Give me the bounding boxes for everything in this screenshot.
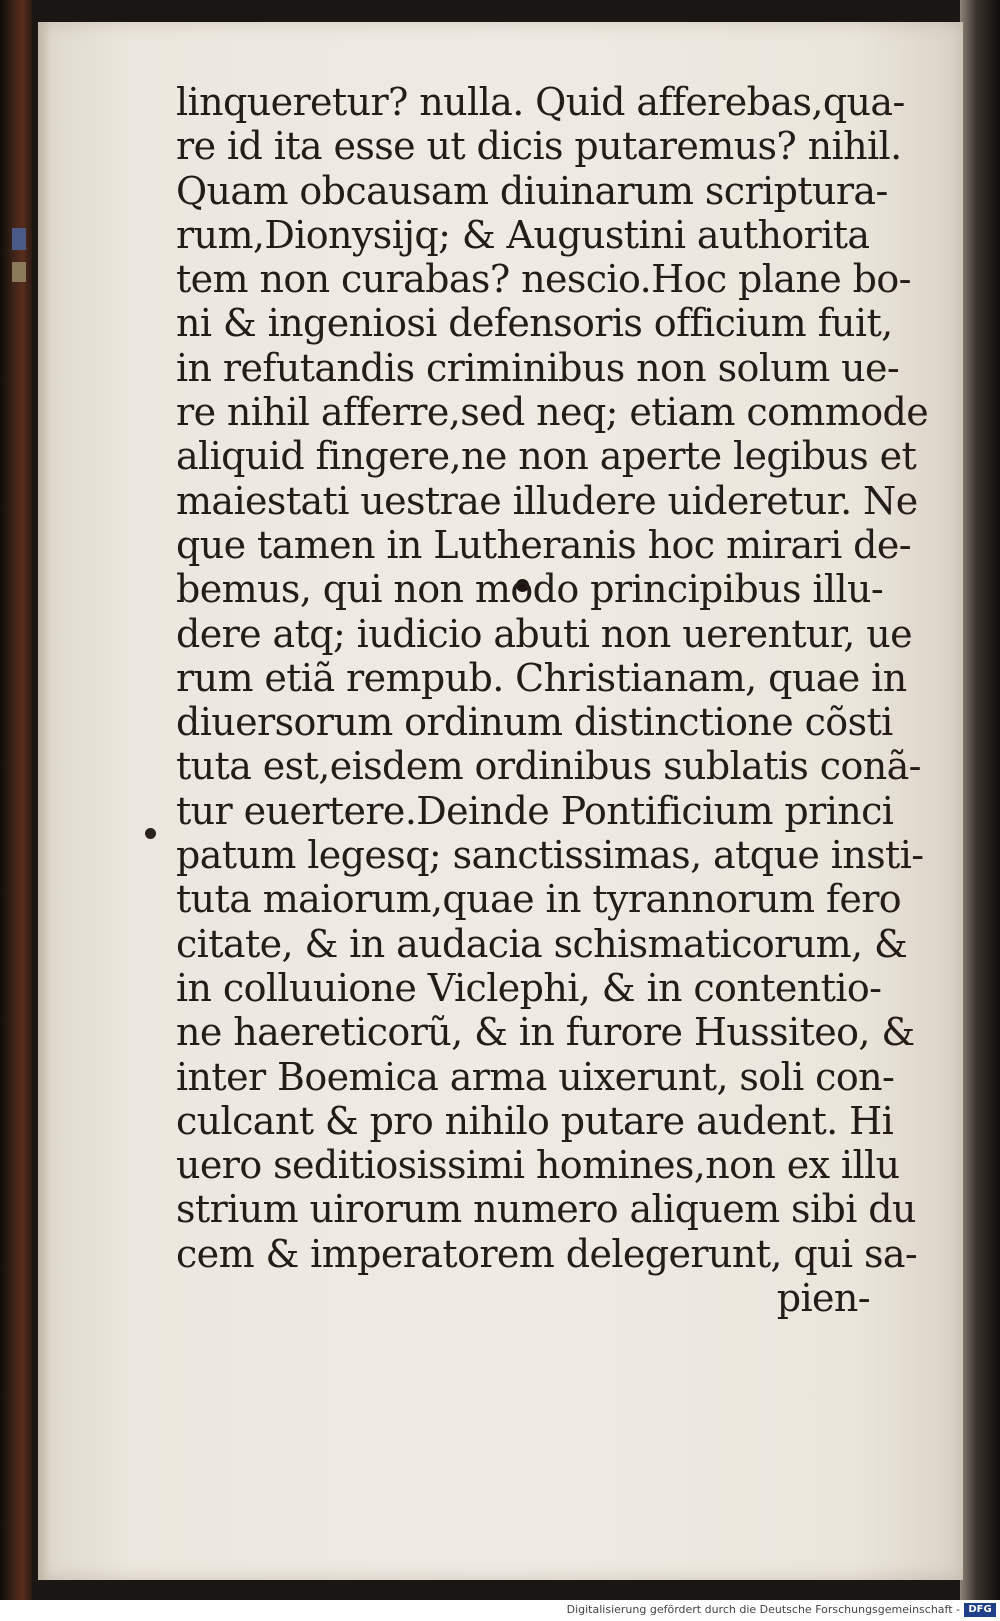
text-line: in refutandis criminibus non solum ue- [176,345,900,390]
text-line: tur euertere.Deinde Pontificium princi [176,788,894,833]
text-line: tuta est,eisdem ordinibus sublatis conã- [176,744,921,789]
text-line: ni & ingeniosi defensoris officium fuit, [176,301,893,346]
text-line: ne haereticorũ, & in furore Hussiteo, & [176,1010,915,1055]
color-calibration-mark [12,228,26,250]
book-spine-edge [0,0,32,1600]
digitization-footer [0,1600,1000,1621]
text-line: rum etiã rempub. Christianam, quae in [176,655,907,700]
text-line: maiestati uestrae illudere uideretur. Ne [176,478,918,523]
text-line: uero seditiosissimi homines,non ex illu [176,1143,900,1188]
text-line: culcant & pro nihilo putare audent. Hi [176,1098,894,1143]
text-line: dere atq; iudicio abuti non uerentur, ue [176,611,912,656]
text-line: patum legesq; sanctissimas, atque insti- [176,833,924,878]
margin-ink-dot [145,828,156,839]
footer-credit: Digitalisierung gefördert durch die Deutsche Forschungsgemeinschaft - [566,1603,960,1616]
text-line: linqueretur? nulla. Quid afferebas,qua- [176,80,905,124]
text-line: in colluuione Viclephi, & in contentio- [176,965,882,1010]
page-gutter-shadow [38,22,50,1580]
text-line: inter Boemica arma uixerunt, soli con- [176,1054,895,1099]
dfg-logo: DFG [964,1603,996,1617]
text-line: rum,Dionysijq; & Augustini authorita [176,212,870,257]
text-line: cem & imperatorem delegerunt, qui sa- [176,1231,918,1276]
text-line: strium uirorum numero aliquem sibi du [176,1187,916,1232]
text-line: tuta maiorum,quae in tyrannorum fero [176,877,902,922]
text-line: re id ita esse ut dicis putaremus? nihil. [176,124,902,169]
text-line: citate, & in audacia schismaticorum, & [176,921,908,966]
text-line: bemus, qui non modo principibus illu- [176,567,884,612]
text-line: Quam obcausam diuinarum scriptura- [176,168,888,213]
text-line: diuersorum ordinum distinctione cõsti [176,700,893,745]
page-block-edge [960,0,1000,1600]
catchword: pien- [776,1276,870,1321]
text-line: re nihil afferre,sed neq; etiam commode [176,390,929,435]
text-line: tem non curabas? nescio.Hoc plane bo- [176,257,911,302]
text-line: que tamen in Lutheranis hoc mirari de- [176,522,912,567]
text-line: aliquid fingere,ne non aperte legibus et [176,434,917,479]
page-text-block [176,80,929,1321]
color-calibration-mark [12,262,26,282]
